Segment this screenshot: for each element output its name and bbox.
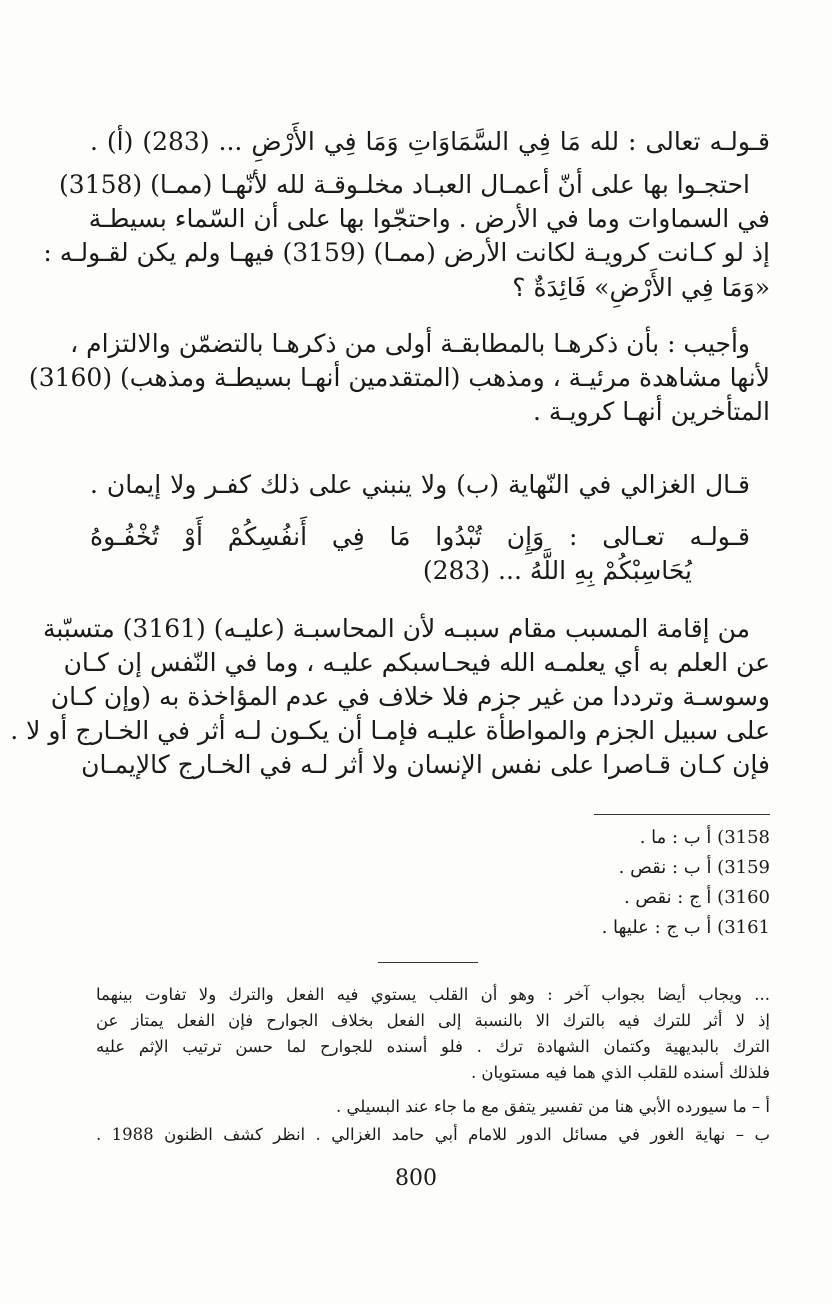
- note-line: ... ويجاب أيضا بجواب آخر : وهو أن القلب يستوي فيه الفعل والترك ولا تفاوت بينهما: [96, 985, 770, 1004]
- footnote-item: 3159) أ ب : نقص .: [618, 857, 770, 878]
- body-line: المتأخرين أنهـا كرويـة .: [532, 397, 770, 426]
- note-line: فلذلك أسنده للقلب الذي هما فيه مستويان .: [470, 1063, 770, 1082]
- footnote-item: 3158) أ ب : ما .: [639, 827, 770, 848]
- body-line: وسوسـة وترددا من غير جزم فلا خلاف في عدم المؤاخذة به (وإن كـان: [50, 682, 770, 711]
- body-line: احتجـوا بها على أنّ أعمـال العبـاد مخلـوقـة لله لأنّهـا (ممـا) (3158): [59, 170, 750, 199]
- footnote-rule: [594, 814, 770, 815]
- lettered-note: ب – نهاية الغور في مسائل الدور للامام أبي حامد الغزالي . انظر كشف الظنون 1988 .: [96, 1125, 770, 1144]
- body-line: وأجيب : بأن ذكرهـا بالمطابقـة أولى من ذكرهـا بالتضمّن والالتزام ،: [70, 329, 750, 358]
- body-line: عن العلم به أي يعلمـه الله فيحـاسبكم عليـه ، وما في النّفس إن كـان: [63, 648, 770, 677]
- verse-line: قـولـه تعـالى : وَإِن تُبْدُوا مَا فِي أَنفُسِكُمْ أَوْ تُخْفُـوهُ: [90, 522, 750, 551]
- verse-line: قـولـه تعالى : لله مَا فِي السَّمَاوَاتِ وَمَا فِي الأَرْضِ ... (283) (أ) .: [90, 127, 771, 156]
- lettered-note: أ – ما سيورده الأبي هنا من تفسير يتفق مع ما جاء عند البسيلي .: [336, 1097, 770, 1116]
- page-number: 800: [395, 1166, 437, 1191]
- body-line: على سبيل الجزم والمواطأة عليـه فإمـا أن يكـون لـه أثر في الخـارج أو لا .: [10, 716, 770, 745]
- notes-rule: [378, 962, 478, 963]
- body-line: قـال الغزالي في النّهاية (ب) ولا ينبني على ذلك كفـر ولا إيمان .: [90, 470, 750, 499]
- footnote-item: 3161) أ ب ج : عليها .: [601, 917, 770, 938]
- body-line: في السماوات وما في الأرض . واحتجّوا بها على أن السّماء بسيطـة: [88, 204, 770, 233]
- note-line: الترك بالبديهية وكتمان الشهادة ترك . فلو أسنده للجوارح لما حسن ترتيب الإثم عليه: [96, 1037, 770, 1056]
- body-line: من إقامة المسبب مقام سببـه لأن المحاسبـة (عليـه) (3161) متسبّبة: [42, 614, 750, 643]
- body-line: إذ لو كـانت كرويـة لكانت الأرض (ممـا) (3159) فيهـا ولم يكن لقـولـه :: [43, 238, 770, 267]
- verse-line: يُحَاسِبْكُمْ بِهِ اللَّهُ ... (283): [422, 556, 692, 585]
- note-line: إذ لا أثر للترك فيه بالترك الا بالنسبة إلى الفعل بخلاف الجوارح فإن الفعل يمتاز عن: [96, 1011, 770, 1030]
- body-line: «وَمَا فِي الأَرْضِ» فَائِدَةٌ ؟: [512, 273, 770, 302]
- footnote-item: 3160) أ ج : نقص .: [623, 887, 770, 908]
- body-line: فإن كـان قـاصرا على نفس الإنسان ولا أثر لـه في الخـارج كالإيمـان: [81, 750, 770, 779]
- body-line: لأنها مشاهدة مرئيـة ، ومذهب (المتقدمين أنهـا بسيطـة ومذهب) (3160): [28, 363, 770, 392]
